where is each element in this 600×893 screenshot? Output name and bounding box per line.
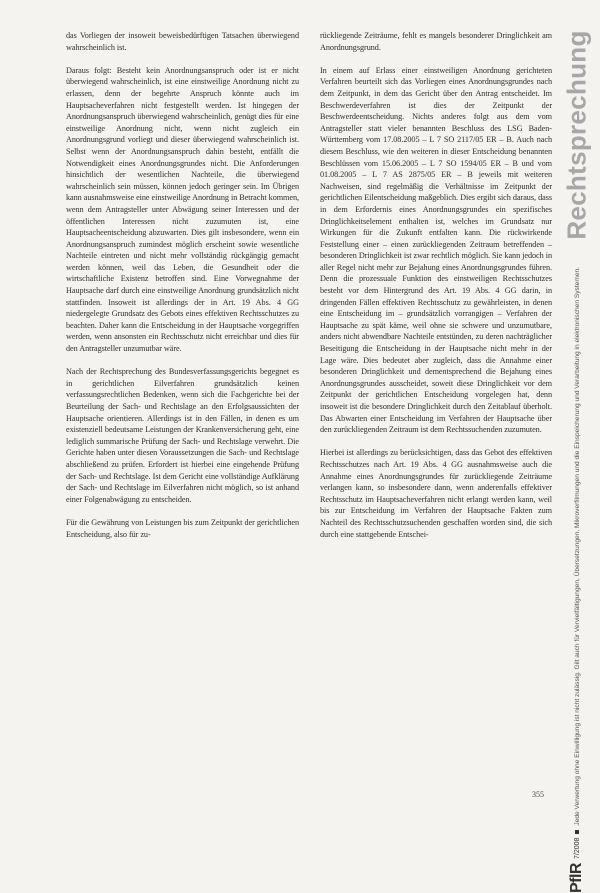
separator-square-icon: [575, 830, 579, 834]
paragraph: Hierbei ist allerdings zu berücksichtigen, dass das Gebot des effektiven Rechtsschutzes nach Art. 19 Abs. 4 GG ausnahmsweise auch die Annahme eines Anordnungsgrundes für zurückliegende Zeiträume verlangen kann, so insbesondere dann, wenn anderenfalls effektiver Rechtsschutz im Hauptsacheverfahren nicht erlangt werden kann, weil bis zur Entscheidung im Verfahren der Hauptsache Fakten zum Nachteil des Rechtsschutzsuchenden geschaffen worden sind, die sich durch eine stattgebende Entschei-: [320, 448, 552, 539]
left-text-column: [66, 30, 299, 552]
section-title-text: Rechtsprechung: [561, 30, 592, 240]
paragraph: Für die Gewährung von Leistungen bis zum Zeitpunkt der gerichtlichen Entscheidung, also für zu-: [66, 517, 299, 539]
journal-issue: 7/2008: [573, 837, 581, 860]
paragraph: In einem auf Erlass einer einstweiligen Anordnung gerichteten Verfahren beurteilt sich das Vorliegen eines Anordnungsgrundes nach dem Zeitpunkt, in dem das Gericht über den Antrag entscheidet. Im Beschwerdeverfahren ist dies der Zeitpunkt der Beschwerdeentscheidung. Nichts anderes folgt aus dem vom Antragsteller statt vieler benannten Beschluss des LSG Baden-Württemberg vom 17.08.2005 – L 7 SO 2117/05 ER – B. Auch nach diesem Beschluss, wie den weiteren in dieser Entscheidung benannten Beschlüssen vom 15.06.2005 – L 7 SO 1594/05 ER – B und vom 01.08.2005 – L 7 AS 2875/05 ER – B jeweils mit weiteren Nachweisen, sind regelmäßig die Verhältnisse im Zeitpunkt der gerichtlichen Eilentscheidung maßgeblich. Dies ergibt sich daraus, dass in dem Erfordernis eines Anordnungsgrundes ein spezifisches Dringlichkeitselement enthalten ist, welches im Grundsatz nur Wirkungen für die Zukunft entfalten kann. Die rückwirkende Feststellung einer – einen zurückliegenden Zeitraum betreffenden – besonderen Dringlichkeit ist zwar rechtlich möglich. Sie kann jedoch in aller Regel nicht mehr zur Bejahung eines Anordnungsgrundes führen. Denn die prozessuale Funktion des einstweiligen Rechtsschutzes besteht vor dem Hintergrund des Art. 19 Abs. 4 GG darin, in dringenden Fällen effektiven Rechtsschutz zu gewährleisten, in denen eine Entscheidung im – grundsätzlich vorrangigen – Verfahren der Hauptsache zu spät käme, weil ohne sie schwere und unzumutbare, anders nicht abwendbare Nachteile entstünden, zu deren nachträglicher Beseitigung die Entscheidung in der Hauptsache nicht mehr in der Lage wäre. Dies bedeutet aber zugleich, dass die Annahme einer besonderen Dringlichkeit und dementsprechend die Bejahung eines Anordnungsgrundes ausscheidet, soweit diese Dringlichkeit vor dem Zeitpunkt der gerichtlichen Entscheidung vorgelegen hat, denn insoweit ist die besondere Dringlichkeit durch den Zeitablauf überholt. Das Abwarten einer Entscheidung im Verfahren der Hauptsache über den zurückliegenden Zeitraum ist dem Rechtssuchenden zuzumuten.: [320, 65, 552, 435]
copyright-notice: Jede Verwertung ohne Einwilligung ist nicht zulässig. Gilt auch für Vervielfältigungen, Übersetzungen, Mikroverfilmungen und die Einspeicherung und Verarbeitung in elektronischen Systemen.: [573, 266, 581, 826]
paragraph: Nach der Rechtsprechung des Bundesverfassungsgerichts begegnet es in gerichtlichen Eilverfahren grundsätzlich keinen verfassungsrechtlichen Bedenken, wenn sich die Fachgerichte bei der Beurteilung der Sach- und Rechtslage an den Erfolgsaussichten der Hauptsache orientieren. Allerdings ist in den Fällen, in denen es um existenziell bedeutsame Leistungen der Krankenversicherung geht, eine lediglich summarische Prüfung der Sach- und Rechtslage verwehrt. Die Gerichte haben unter diesen Voraussetzungen die Sach- und Rechtslage abschließend zu prüfen. Erfordert ist hierbei eine eingehende Prüfung der Sach- und Rechtslage. Ist dem Gericht eine vollständige Aufklärung der Sach- und Rechtslage im Eilverfahren nicht möglich, so ist anhand einer Folgenabwägung zu entscheiden.: [66, 367, 299, 504]
paragraph: das Vorliegen der insoweit beweisbedürftigen Tatsachen überwiegend wahrscheinlich ist.: [66, 31, 299, 52]
right-text-column: [320, 30, 552, 552]
page-number: 355: [532, 790, 544, 799]
journal-logo: PflR: [568, 863, 585, 893]
side-footer-vertical: [566, 266, 588, 893]
paragraph: Daraus folgt: Besteht kein Anordnungsanspruch oder ist er nicht überwiegend wahrscheinlich, ist eine einstweilige Anordnung nicht zu erlassen, denn der begehrte Anspruch könnte auch im Hauptsacheverfahren nicht festgestellt werden. Ist hingegen der Anordnungsanspruch überwiegend wahrscheinlich, genügt dies für eine einstweilige Anordnung nicht, wenn nicht zugleich ein Anordnungsgrund vorliegt und dieser überwiegend wahrscheinlich ist. Selbst wenn der Anordnungsanspruch dahin besteht, entfällt die Notwendigkeit eines Anordnungsgrundes nicht. Die Anforderungen hinsichtlich der wesentlichen Nachteile, die überwiegend wahrscheinlich sein müssen, können jedoch geringer sein. Im Übrigen kann ausnahmsweise eine einstweilige Anordnung in Betracht kommen, wenn dem Antragsteller unter Abwägung seiner Interessen und der öffentlichen Interessen nicht zuzumuten ist, eine Hauptsacheentscheidung abzuwarten. Dies gilt insbesondere, wenn ein Anordnungsanspruch zumindest möglich erscheint sowie wesentliche Nachteile eintreten und nicht mehr vollständig rückgängig gemacht werden können, weil das Leben, die Gesundheit oder die wirtschaftliche Existenz betroffen sind. Eine Vorwegnahme der Hauptsache darf durch eine einstweilige Anordnung grundsätzlich nicht stattfinden. Insoweit ist allerdings der in Art. 19 Abs. 4 GG niedergelegte Grundsatz des Gebots eines effektiven Rechtsschutzes zu beachten. Daher kann die Entscheidung in der Hauptsache vorgegriffen werden, wenn ansonsten ein Rechtsschutz nicht erreichbar und dies für den Antragsteller unzumutbar wäre.: [66, 65, 299, 354]
section-title-vertical: [560, 15, 594, 255]
paragraph: rückliegende Zeiträume, fehlt es mangels besonderer Dringlichkeit am Anordnungsgrund.: [320, 31, 552, 52]
